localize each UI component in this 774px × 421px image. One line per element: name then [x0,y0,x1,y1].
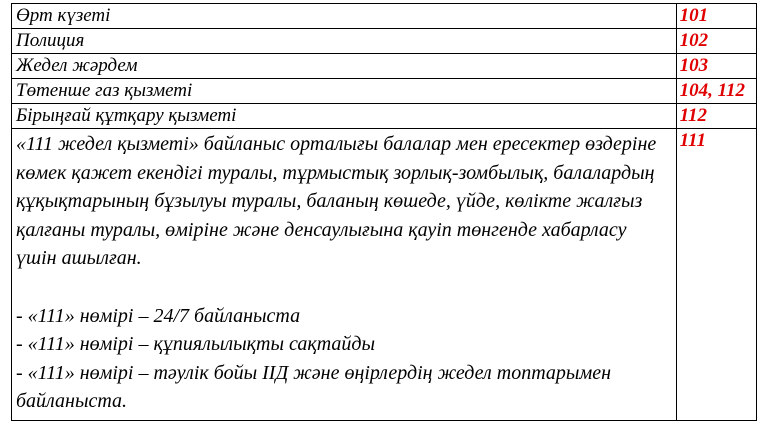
phone-number: 111 [679,130,706,151]
phone-number-cell [676,79,756,104]
phone-number-cell [676,104,756,129]
helpline-bullet: - «111» нөмірі – тәулік бойы ІІД және өңірлердің жедел топтарымен байланыста. [16,361,612,413]
table-row-rescue-service [12,104,757,129]
service-name: Төтенше газ қызметі [12,79,677,104]
phone-number-cell [676,54,756,79]
service-name: Жедел жәрдем [12,54,677,79]
helpline-description-cell [12,129,677,421]
phone-number: 101 [679,5,709,26]
table-row-fire [12,4,757,29]
phone-number-cell [676,4,756,29]
table-row-police [12,29,757,54]
phone-number-cell [676,29,756,54]
paragraph-spacer [16,273,672,302]
phone-number: 104, 112 [679,80,746,101]
helpline-bullet: - «111» нөмірі – құпиялылықты сақтайды [16,333,376,356]
emergency-numbers-table [11,3,757,421]
table-row-helpline [12,129,757,421]
service-name: Бірыңғай құтқару қызметі [12,104,677,129]
phone-number: 112 [679,105,708,126]
table-row-ambulance [12,54,757,79]
phone-number: 103 [679,55,709,76]
service-name: Полиция [12,29,677,54]
service-name: Өрт күзеті [12,4,677,29]
phone-number: 102 [679,30,709,51]
phone-number-cell [676,129,756,421]
helpline-description: «111 жедел қызметі» байланыс орталығы балалар мен ересектер өздеріне көмек қажет екендігі туралы, тұрмыстық зорлық-зомбылық, балалардың құқықтарының бұзылуы туралы, баланың көшеде, үйде, көлікте жалғыз қалғаны туралы, өміріне және денсаулығына қауіп төнгенде хабарласу үшін ашылған. [16,133,657,270]
helpline-bullet: - «111» нөмірі – 24/7 байланыста [16,304,301,327]
table-row-gas-service [12,79,757,104]
